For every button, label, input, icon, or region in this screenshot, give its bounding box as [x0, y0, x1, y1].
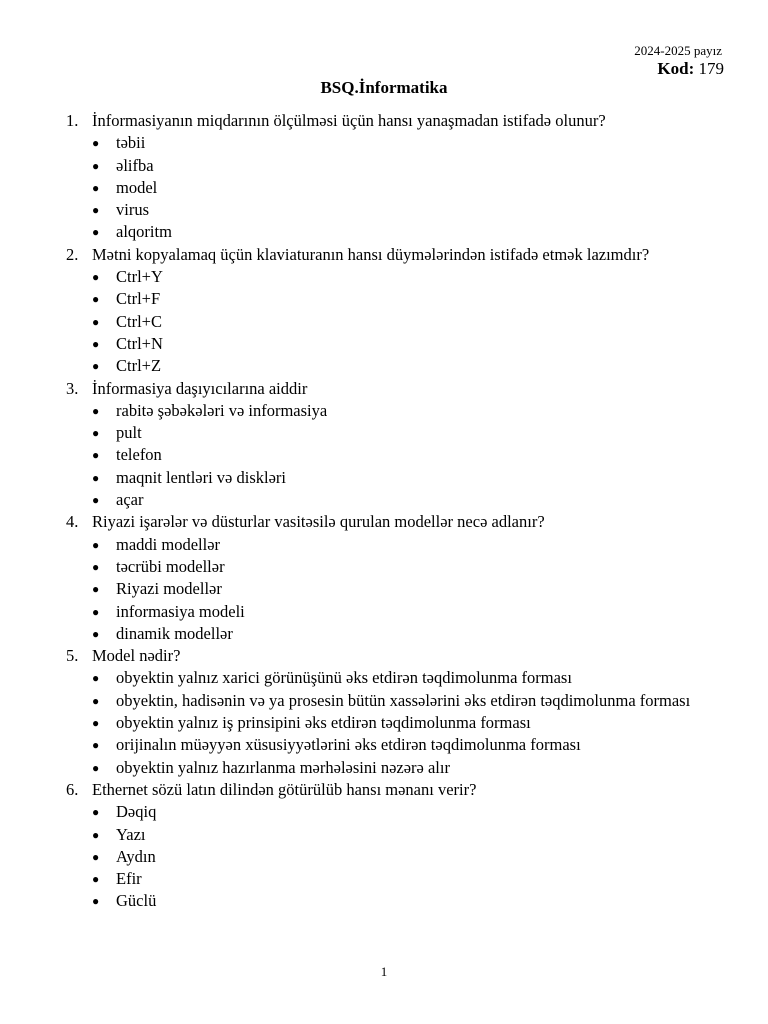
- option-text: maqnit lentləri və diskləri: [116, 467, 286, 487]
- option-text: telefon: [116, 445, 162, 465]
- question-text: İnformasiyanın miqdarının ölçülməsi üçün hansı yanaşmadan istifadə olunur?: [92, 111, 606, 130]
- semester-label: 2024-2025 payız: [634, 43, 722, 58]
- option-item: [92, 422, 726, 444]
- option-item: [92, 534, 726, 556]
- option-text: Riyazi modellər: [116, 579, 222, 599]
- option-item: [92, 667, 726, 689]
- bullet-icon: ●: [92, 336, 100, 351]
- question-list: [66, 110, 726, 913]
- bullet-icon: ●: [92, 136, 100, 151]
- question-text: Mətni kopyalamaq üçün klaviaturanın hansı düymələrindən istifadə etmək lazımdır?: [92, 244, 650, 264]
- option-text: Ctrl+F: [116, 289, 161, 309]
- option-item: [92, 355, 726, 377]
- exam-code-value: 179: [698, 59, 724, 78]
- bullet-icon: ●: [92, 203, 100, 218]
- question-item: [66, 244, 726, 378]
- question-item: [66, 378, 726, 512]
- option-item: [92, 846, 726, 868]
- question-number: 2.: [66, 244, 79, 264]
- option-text: obyektin yalnız iş prinsipini əks etdirən təqdimolunma forması: [116, 713, 531, 733]
- bullet-icon: ●: [92, 158, 100, 173]
- bullet-icon: ●: [92, 760, 100, 775]
- bullet-icon: ●: [92, 894, 100, 909]
- option-text: obyektin yalnız xarici görünüşünü əks etdirən təqdimolunma forması: [116, 668, 572, 688]
- option-text: pult: [116, 423, 142, 443]
- option-text: açar: [116, 490, 144, 510]
- question-text: İnformasiya daşıyıcılarına aiddir: [92, 378, 308, 398]
- bullet-icon: ●: [92, 448, 100, 463]
- option-text: model: [116, 177, 158, 197]
- question-item: [66, 779, 726, 913]
- option-text: informasiya modeli: [116, 601, 245, 621]
- option-item: [92, 333, 726, 355]
- page-number: 1: [380, 964, 388, 979]
- option-item: [92, 177, 726, 199]
- option-item: [92, 601, 726, 623]
- option-text: Aydın: [116, 846, 156, 866]
- option-item: [92, 623, 726, 645]
- option-item: [92, 311, 726, 333]
- option-item: [92, 734, 726, 756]
- option-item: [92, 489, 726, 511]
- question-text: Riyazi işarələr və düsturlar vasitəsilə qurulan modellər necə adlanır?: [92, 512, 545, 532]
- question-number: 6.: [66, 779, 79, 799]
- option-text: Ctrl+N: [116, 333, 163, 353]
- option-item: [92, 556, 726, 578]
- bullet-icon: ●: [92, 716, 100, 731]
- exam-code: [657, 59, 724, 79]
- document-title: BSQ.İnformatika: [320, 78, 448, 97]
- option-item: [92, 199, 726, 221]
- bullet-icon: ●: [92, 180, 100, 195]
- option-text: obyektin, hadisənin və ya prosesin bütün xassələrini əks etdirən təqdimolunma forması: [116, 690, 691, 710]
- bullet-icon: ●: [92, 805, 100, 820]
- bullet-icon: ●: [92, 292, 100, 307]
- option-text: maddi modellər: [116, 534, 221, 554]
- bullet-icon: ●: [92, 738, 100, 753]
- option-item: [92, 868, 726, 890]
- bullet-icon: ●: [92, 537, 100, 552]
- option-list: [92, 667, 726, 778]
- question-item: [66, 110, 726, 244]
- option-text: rabitə şəbəkələri və informasiya: [116, 400, 328, 420]
- question-number: 4.: [66, 512, 79, 532]
- exam-code-label: Kod:: [657, 59, 695, 78]
- option-text: təbii: [116, 133, 146, 153]
- option-text: Ctrl+Z: [116, 356, 162, 376]
- option-text: Efir: [116, 869, 142, 889]
- option-list: [92, 400, 726, 511]
- option-list: [92, 801, 726, 912]
- bullet-icon: ●: [92, 849, 100, 864]
- question-item: [66, 645, 726, 779]
- bullet-icon: ●: [92, 582, 100, 597]
- option-item: [92, 690, 726, 712]
- option-text: Ctrl+Y: [116, 267, 163, 287]
- option-item: [92, 467, 726, 489]
- option-item: [92, 221, 726, 243]
- bullet-icon: ●: [92, 872, 100, 887]
- option-text: Dəqiq: [116, 802, 157, 822]
- bullet-icon: ●: [92, 270, 100, 285]
- bullet-icon: ●: [92, 626, 100, 641]
- option-text: orijinalın müəyyən xüsusiyyətlərini əks etdirən təqdimolunma forması: [116, 735, 581, 755]
- option-list: [92, 132, 726, 243]
- question-text: Model nədir?: [92, 646, 181, 666]
- option-text: əlifba: [116, 155, 154, 175]
- bullet-icon: ●: [92, 426, 100, 441]
- option-item: [92, 801, 726, 823]
- option-item: [92, 712, 726, 734]
- option-item: [92, 266, 726, 288]
- bullet-icon: ●: [92, 359, 100, 374]
- option-text: təcrübi modellər: [116, 556, 225, 576]
- option-item: [92, 132, 726, 154]
- bullet-icon: ●: [92, 314, 100, 329]
- option-item: [92, 824, 726, 846]
- option-text: virus: [116, 200, 149, 220]
- question-item: [66, 511, 726, 645]
- bullet-icon: ●: [92, 470, 100, 485]
- bullet-icon: ●: [92, 403, 100, 418]
- question-text: Ethernet sözü latın dilindən götürülüb hansı mənanı verir?: [92, 779, 477, 799]
- option-item: [92, 155, 726, 177]
- bullet-icon: ●: [92, 827, 100, 842]
- bullet-icon: ●: [92, 559, 100, 574]
- bullet-icon: ●: [92, 671, 100, 686]
- question-number: 3.: [66, 378, 79, 398]
- bullet-icon: ●: [92, 493, 100, 508]
- option-item: [92, 890, 726, 912]
- option-text: alqoritm: [116, 222, 172, 242]
- option-item: [92, 288, 726, 310]
- option-item: [92, 400, 726, 422]
- option-list: [92, 534, 726, 645]
- option-list: [92, 266, 726, 377]
- option-text: Yazı: [116, 824, 146, 844]
- question-number: 1.: [66, 111, 79, 130]
- option-item: [92, 757, 726, 779]
- option-text: obyektin yalnız hazırlanma mərhələsini nəzərə alır: [116, 757, 450, 777]
- option-text: dinamik modellər: [116, 623, 233, 643]
- bullet-icon: ●: [92, 604, 100, 619]
- bullet-icon: ●: [92, 693, 100, 708]
- option-item: [92, 444, 726, 466]
- option-text: Ctrl+C: [116, 311, 162, 331]
- bullet-icon: ●: [92, 225, 100, 240]
- option-item: [92, 578, 726, 600]
- question-number: 5.: [66, 646, 79, 666]
- option-text: Güclü: [116, 891, 157, 911]
